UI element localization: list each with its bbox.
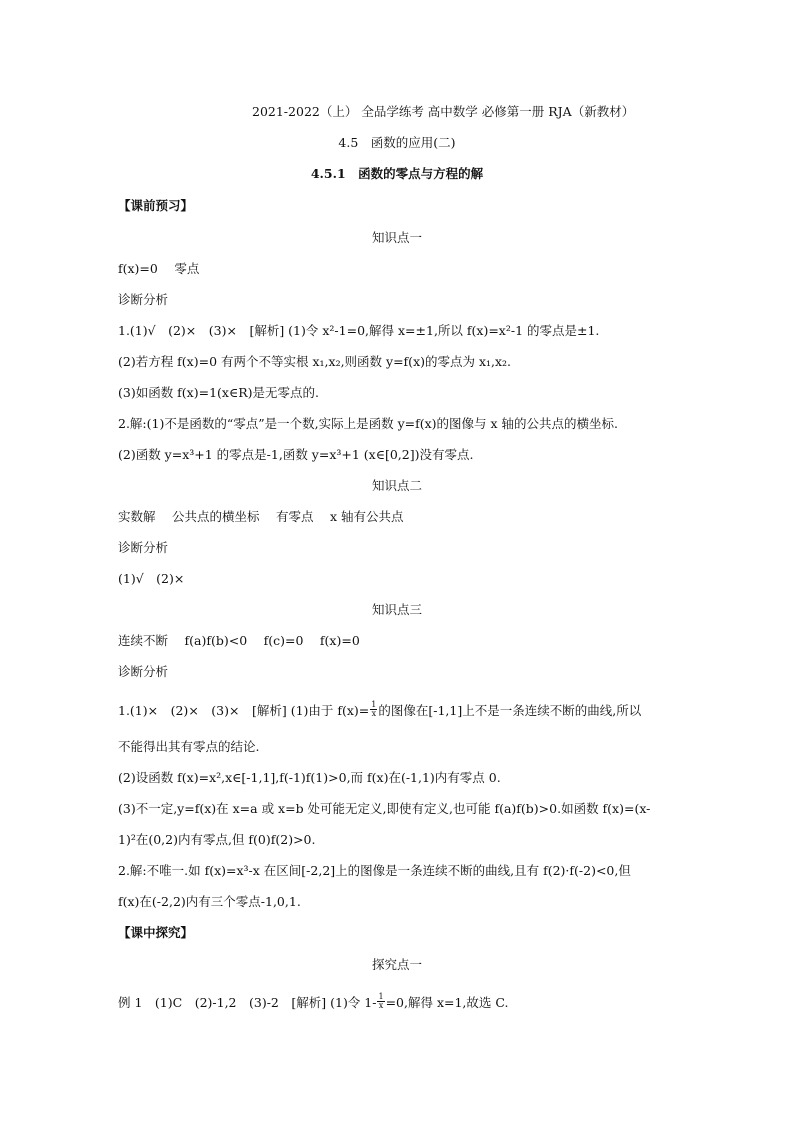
kp2-fill-4: x 轴有公共点	[330, 509, 404, 524]
kp3-diagnosis-label: 诊断分析	[118, 664, 169, 679]
kp2-fill-1: 实数解	[118, 509, 156, 524]
example-1-tail: =0,解得 x=1,故选 C.	[385, 995, 509, 1010]
kp3-q1-tail2: 不能得出其有零点的结论.	[118, 739, 260, 754]
kp1-q2-part2: (2)函数 y=x³+1 的零点是-1,函数 y=x³+1 (x∈[0,2])没有零点.	[118, 447, 474, 462]
kp1-q1-tail: 的零点是±1.	[523, 323, 600, 338]
kp3-q1-part2: (2)设函数 f(x)=x²,x∈[-1,1],f(-1)f(1)>0,而 f(x)在(-1,1)内有零点 0.	[118, 770, 501, 785]
kp1-q1-fx: f(x)=x²-1	[466, 323, 524, 338]
kp1-fill-1: f(x)=0	[118, 261, 158, 276]
kp3-q2-line-a: 2.解:不唯一.如 f(x)=x³-x 在区间[-2,2]上的图像是一条连续不断的曲线,且有 f(2)·f(-2)<0,但	[118, 863, 631, 878]
kp3-q1-tail: 的图像在[-1,1]上不是一条连续不断的曲线,所以	[378, 703, 642, 718]
kp3-q1-line	[118, 702, 686, 720]
kp1-diagnosis-label: 诊断分析	[118, 292, 169, 307]
kp2-fill-answers	[118, 508, 686, 526]
chapter-title: 4.5 函数的应用(二)	[338, 135, 456, 150]
kp3-fill-4: f(x)=0	[319, 633, 360, 648]
kp3-fill-2: f(a)f(b)<0	[184, 633, 248, 648]
kp2-diagnosis-label: 诊断分析	[118, 540, 169, 555]
kp1-q1-line	[118, 322, 686, 340]
kp3-q1-part3a: (3)不一定,y=f(x)在 x=a 或 x=b 处可能无定义,即使有定义,也可能 f(a)f(b)>0.如函数 f(x)=(x-	[118, 801, 651, 816]
kp3-q1-head: 1.(1)× (2)× (3)× [解析] (1)由于 f(x)=	[118, 703, 370, 718]
kp2-answers: (1)√ (2)×	[118, 571, 185, 586]
kp1-q1-mid: ,解得 x=±1,所以	[365, 323, 467, 338]
kp1-q1-part3: (3)如函数 f(x)=1(x∈R)是无零点的.	[118, 385, 319, 400]
preview-heading: 【课前预习】	[118, 198, 194, 213]
class-heading: 【课中探究】	[118, 925, 194, 940]
example-1-line	[118, 994, 686, 1012]
example-1-head: 例 1 (1)C (2)-1,2 (3)-2 [解析] (1)令 1-	[118, 995, 377, 1010]
fraction-1-over-x: $\frac{1}{x}$	[371, 700, 377, 718]
kp2-fill-2: 公共点的横坐标	[172, 509, 260, 524]
kp3-q1-part3b: 1)²在(0,2)内有零点,但 f(0)f(2)>0.	[118, 832, 316, 847]
kp3-fill-answers	[118, 632, 686, 650]
fraction-1-over-x-example: $\frac{1}{x}$	[378, 992, 384, 1010]
kp1-q1-eq: x²-1=0	[322, 323, 366, 338]
section-title: 4.5.1 函数的零点与方程的解	[310, 166, 484, 181]
kp3-q2-line-b: f(x)在(-2,2)内有三个零点-1,0,1.	[118, 894, 301, 909]
kp1-fill-answers	[118, 260, 686, 278]
knowledge-point-3-title: 知识点三	[371, 602, 422, 617]
explore-point-1-title: 探究点一	[371, 957, 422, 972]
book-header: 2021-2022（上） 全品学练考 高中数学 必修第一册 RJA（新教材）	[252, 104, 635, 119]
kp1-q2-part1: 2.解:(1)不是函数的“零点”是一个数,实际上是函数 y=f(x)的图像与 x 轴的公共点的横坐标.	[118, 416, 619, 431]
knowledge-point-1-title: 知识点一	[371, 230, 422, 245]
kp1-q1-part2: (2)若方程 f(x)=0 有两个不等实根 x₁,x₂,则函数 y=f(x)的零点为 x₁,x₂.	[118, 354, 512, 369]
knowledge-point-2-title: 知识点二	[371, 478, 422, 493]
kp1-fill-2: 零点	[174, 261, 200, 276]
kp3-fill-1: 连续不断	[118, 633, 169, 648]
kp2-fill-3: 有零点	[276, 509, 314, 524]
kp3-fill-3: f(c)=0	[263, 633, 304, 648]
kp1-q1-head: 1.(1)√ (2)× (3)× [解析] (1)令	[118, 323, 323, 338]
